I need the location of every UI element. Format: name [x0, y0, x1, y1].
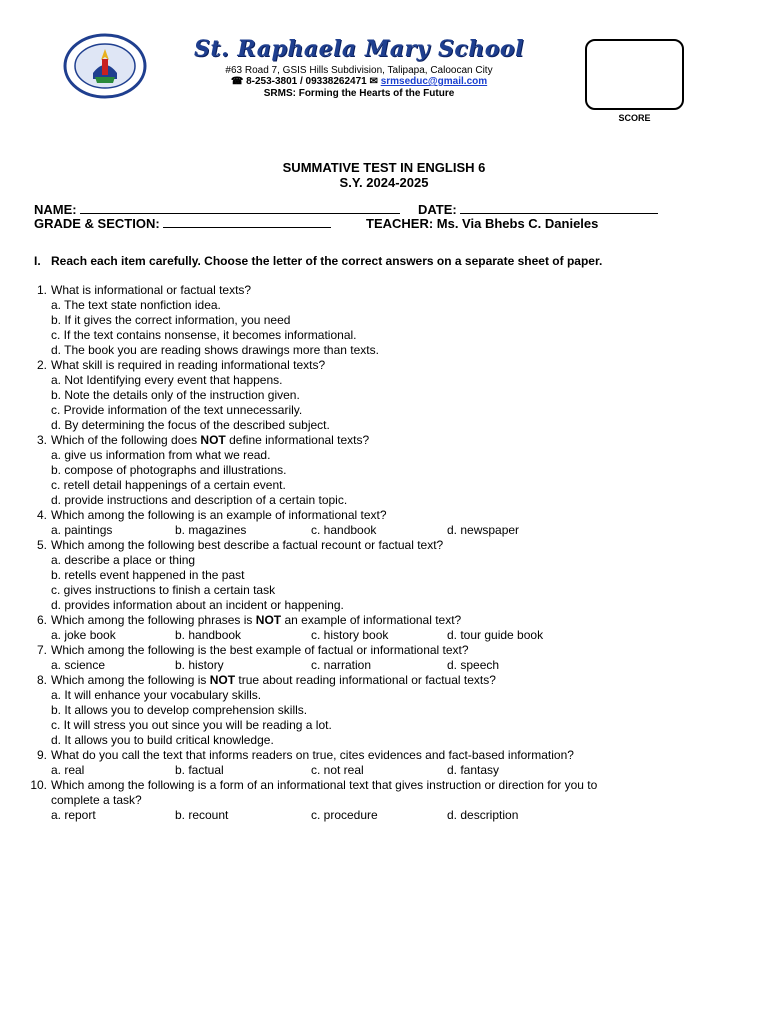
school-motto: SRMS: Forming the Hearts of the Future — [263, 88, 455, 99]
emphasis-not: NOT — [255, 613, 282, 627]
answer-option: b. Note the details only of the instruction given. — [51, 388, 300, 402]
answer-option: b. magazines — [175, 523, 247, 537]
question-text: Which among the following is a form of an informational text that gives instruction or direction for you to — [51, 778, 598, 792]
question-number: 6. — [36, 613, 47, 627]
answer-option: d. newspaper — [447, 523, 520, 537]
school-contact — [164, 76, 554, 87]
question-text: Which of the following does NOT define informational texts? — [51, 433, 370, 447]
score-label: SCORE — [618, 113, 651, 123]
question-number: 10. — [30, 778, 47, 792]
date-label: DATE: — [418, 202, 457, 217]
instruction-number: I. — [34, 254, 41, 268]
answer-option: d. fantasy — [447, 763, 500, 777]
answer-option: b. handbook — [175, 628, 242, 642]
instruction — [34, 254, 602, 268]
question-text-continued: complete a task? — [51, 793, 142, 807]
question-number: 9. — [36, 748, 47, 762]
answer-option: c. history book — [311, 628, 389, 642]
question-text: Which among the following is NOT true about reading informational or factual texts? — [51, 673, 496, 687]
answer-option: d. speech — [447, 658, 500, 672]
answer-option: c. If the text contains nonsense, it becomes informational. — [51, 328, 357, 342]
answer-option: c. handbook — [311, 523, 377, 537]
question-number: 2. — [36, 358, 47, 372]
name-field — [34, 202, 400, 217]
question-text: What is informational or factual texts? — [51, 283, 252, 297]
answer-option: b. recount — [175, 808, 229, 822]
answer-option: a. real — [51, 763, 85, 777]
answer-option: d. provides information about an incident or happening. — [51, 598, 344, 612]
contact-email[interactable]: srmseduc@gmail.com — [380, 76, 488, 87]
question-number: 1. — [36, 283, 47, 297]
grade-section-field — [34, 216, 331, 231]
question-text: Which among the following is an example of informational text? — [51, 508, 387, 522]
answer-option: d. The book you are reading shows drawings more than texts. — [51, 343, 379, 357]
answer-option: b. history — [175, 658, 224, 672]
answer-option: c. retell detail happenings of a certain event. — [51, 478, 286, 492]
answer-option: b. factual — [175, 763, 224, 777]
school-name: St. Raphaela Mary School — [194, 36, 524, 62]
answer-option: c. narration — [311, 658, 372, 672]
contact-phone: ☎ 8-253-3801 / 09338262471 — [230, 76, 367, 87]
answer-option: d. description — [447, 808, 519, 822]
question-text: What skill is required in reading informational texts? — [51, 358, 326, 372]
school-year: S.Y. 2024-2025 — [339, 175, 429, 190]
question-text: Which among the following best describe a factual recount or factual text? — [51, 538, 444, 552]
emphasis-not: NOT — [209, 673, 236, 687]
answer-option: a. joke book — [51, 628, 116, 642]
answer-option: b. compose of photographs and illustrations. — [51, 463, 287, 477]
answer-option: b. retells event happened in the past — [51, 568, 245, 582]
answer-option: a. It will enhance your vocabulary skills. — [51, 688, 262, 702]
answer-option: d. It allows you to build critical knowledge. — [51, 733, 274, 747]
answer-option: c. procedure — [311, 808, 378, 822]
answer-option: b. If it gives the correct information, you need — [51, 313, 291, 327]
question-number: 4. — [36, 508, 47, 522]
answer-option: a. The text state nonfiction idea. — [51, 298, 221, 312]
answer-option: a. report — [51, 808, 96, 822]
question-number: 7. — [36, 643, 47, 657]
answer-option: a. describe a place or thing — [51, 553, 196, 567]
school-logo — [63, 33, 147, 99]
grade-section-label: GRADE & SECTION: — [34, 216, 160, 231]
question-number: 3. — [36, 433, 47, 447]
answer-option: d. tour guide book — [447, 628, 544, 642]
date-field — [418, 202, 658, 217]
answer-option: a. give us information from what we read. — [51, 448, 271, 462]
answer-option: d. provide instructions and description of a certain topic. — [51, 493, 348, 507]
instruction-text: Reach each item carefully. Choose the letter of the correct answers on a separate sheet of paper. — [51, 254, 603, 268]
date-blank[interactable] — [460, 202, 658, 214]
question-number: 8. — [36, 673, 47, 687]
score-box — [585, 39, 684, 110]
answer-option: a. Not Identifying every event that happens. — [51, 373, 283, 387]
answer-option: c. It will stress you out since you will be reading a lot. — [51, 718, 332, 732]
test-title: SUMMATIVE TEST IN ENGLISH 6 — [282, 160, 486, 175]
answer-option: b. It allows you to develop comprehension skills. — [51, 703, 308, 717]
name-label: NAME: — [34, 202, 77, 217]
school-address: #63 Road 7, GSIS Hills Subdivision, Talipapa, Caloocan City — [225, 65, 493, 76]
answer-option: c. not real — [311, 763, 364, 777]
email-icon: ✉ — [369, 76, 378, 87]
answer-option: c. Provide information of the text unnecessarily. — [51, 403, 303, 417]
answer-option: c. gives instructions to finish a certain task — [51, 583, 276, 597]
name-blank[interactable] — [80, 202, 400, 214]
question-text: Which among the following phrases is NOT an example of informational text? — [51, 613, 462, 627]
answer-option: d. By determining the focus of the described subject. — [51, 418, 330, 432]
teacher-label: TEACHER: Ms. Via Bhebs C. Danieles — [366, 216, 599, 231]
answer-option: a. science — [51, 658, 106, 672]
question-text: What do you call the text that informs readers on true, cites evidences and fact-based information? — [51, 748, 574, 762]
question-text: Which among the following is the best example of factual or informational text? — [51, 643, 469, 657]
question-number: 5. — [36, 538, 47, 552]
grade-section-blank[interactable] — [163, 216, 331, 228]
answer-option: a. paintings — [51, 523, 113, 537]
emphasis-not: NOT — [200, 433, 226, 447]
